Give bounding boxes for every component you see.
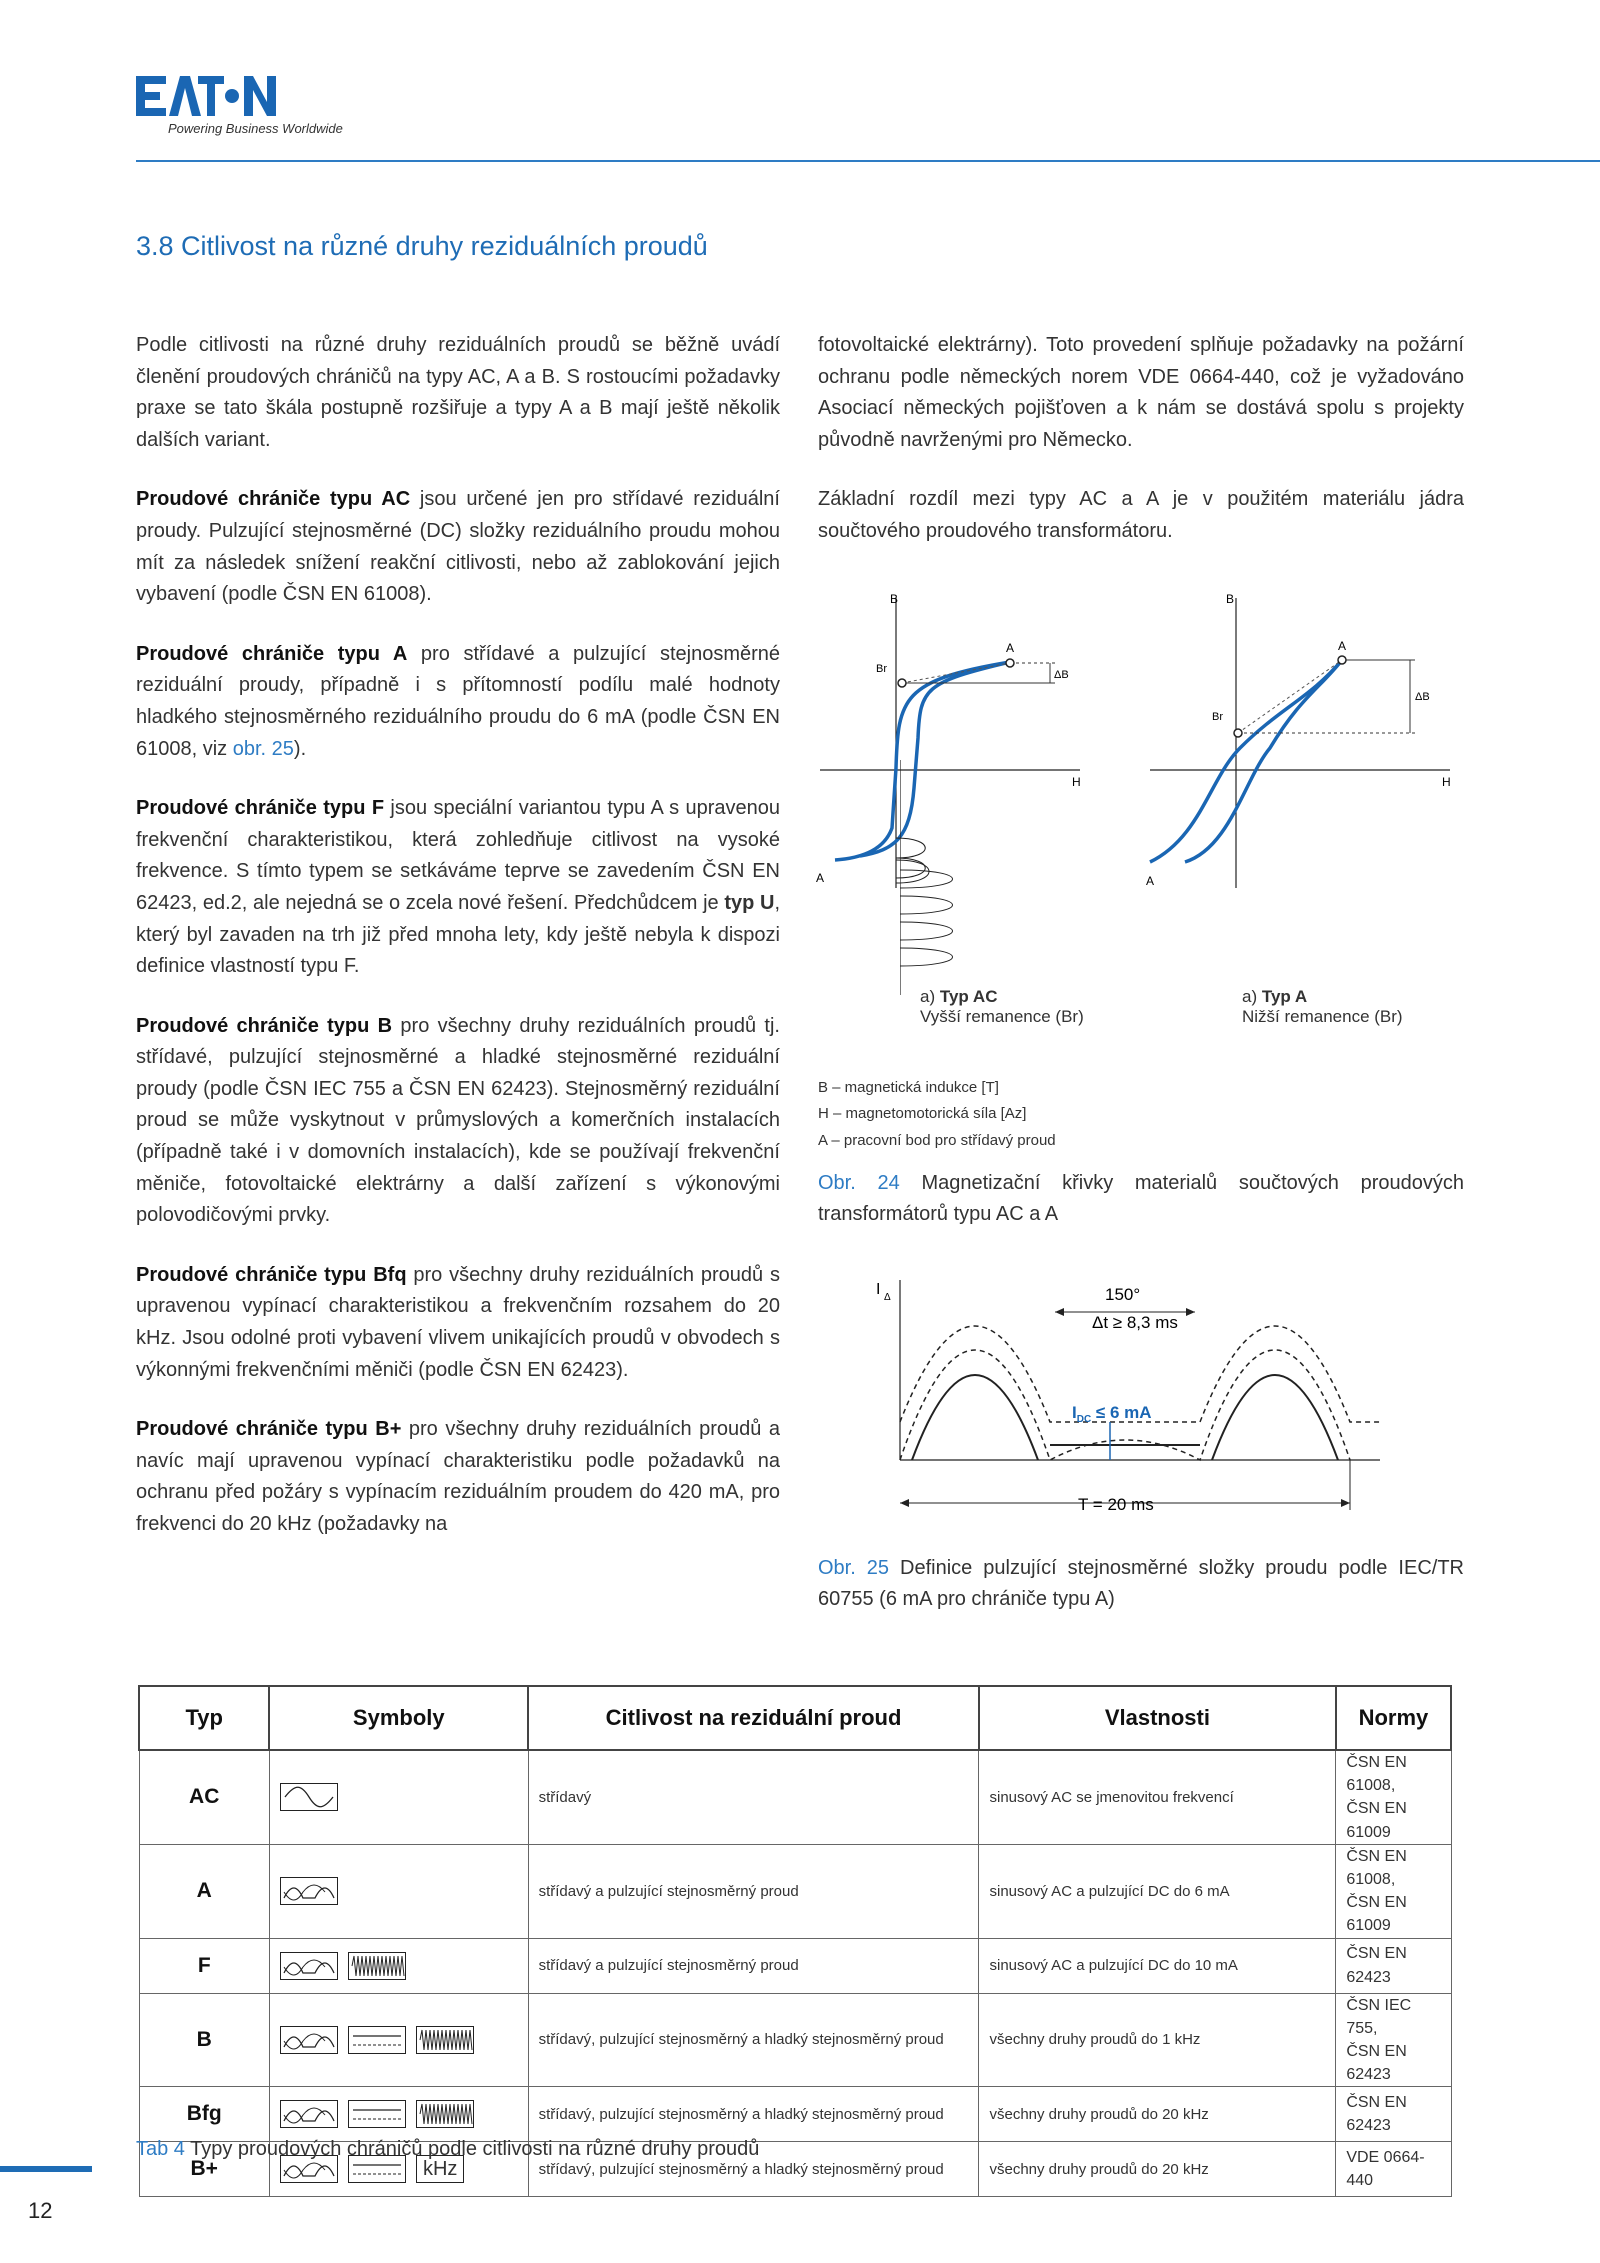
paragraph: Proudové chrániče typu B pro všechny druhy reziduálních proudů tj. střídavé, pulzující stejnosměrné a hladké stejnosměrné reziduální proudy (podle ČSN IEC 755 a ČSN EN 62423). Stejnosměrný reziduální proud se může vyskytnout v průmyslových a komerčních instalacích (případně také i v domovních instalacích), kde se používají frekvenční měniče, fotovoltaické elektrárny a další zařízení s výkonovými polovodičovými prvky. — [136, 1014, 780, 1227]
pulsating-dc-icon — [280, 1877, 338, 1905]
cell-symbols — [269, 1993, 528, 2087]
ac-sine-icon — [280, 1783, 338, 1811]
cell-type: B — [139, 1993, 269, 2087]
cell-symbols — [269, 1938, 528, 1993]
paragraph: Proudové chrániče typu Bfq pro všechny druhy reziduálních proudů s upravenou vypínací charakteristikou a frekvenčním rozsahem do 20 kHz. Jsou odolné proti vybavení vlivem unikajících proudů v obvodech s výkonnými frekvenčními měniči (podle ČSN EN 62423). — [136, 1263, 781, 1381]
high-frequency-icon — [348, 1952, 406, 1980]
paragraph-lead: Proudové chrániče typu A — [136, 642, 408, 665]
period-label: T = 20 ms — [1078, 1495, 1154, 1514]
tagline: Powering Business Worldwide — [168, 121, 343, 136]
hysteresis-chart-a — [1140, 588, 1460, 898]
cell-type: F — [139, 1938, 269, 1993]
col-header: Citlivost na reziduální proud — [528, 1686, 979, 1750]
br-label: Br — [876, 663, 887, 675]
cell-norms: VDE 0664-440 — [1336, 2142, 1451, 2197]
cell-norms: ČSN IEC 755, ČSN EN 62423 — [1336, 1993, 1451, 2087]
cell-properties: sinusový AC a pulzující DC do 10 mA — [979, 1938, 1336, 1993]
cell-sensitivity: střídavý, pulzující stejnosměrný a hladký stejnosměrný proud — [528, 2142, 979, 2197]
cell-sensitivity: střídavý a pulzující stejnosměrný proud — [528, 1844, 979, 1938]
paragraph-lead: Proudové chrániče typu B+ — [136, 1418, 402, 1441]
cell-type: Bfg — [139, 2087, 269, 2142]
right-paragraph: Základní rozdíl mezi typy AC a A je v použitém materiálu jádra součtového proudového transformátoru. — [818, 488, 1464, 542]
paragraph: Proudové chrániče typu A pro střídavé a pulzující stejnosměrné reziduální proudy, případně i s přítomností podílu malé hodnoty hladkého stejnosměrného reziduálního proudu do 6 mA (podle ČSN EN 61008, viz obr. 25). — [136, 642, 781, 760]
fig24a-caption: a) Typ AC Vyšší remanence (Br) — [920, 987, 1084, 1026]
cell-type: AC — [139, 1750, 269, 1844]
high-frequency-icon — [416, 2100, 474, 2128]
cell-symbols — [269, 1750, 528, 1844]
delta-b-label: ΔB — [1054, 669, 1069, 681]
col-header: Symboly — [269, 1686, 528, 1750]
axis-label-b: B — [890, 592, 899, 606]
y-axis-label: I — [876, 1281, 881, 1298]
cell-sensitivity: střídavý, pulzující stejnosměrný a hladký stejnosměrný proud — [528, 2087, 979, 2142]
pulsating-dc-icon — [280, 1952, 338, 1980]
smooth-dc-icon — [348, 2026, 406, 2054]
table-caption: Tab 4 Typy proudových chráničů podle citlivosti na různé druhy proudů — [136, 2138, 760, 2160]
table-row — [139, 1938, 1451, 1993]
paragraph-lead: Proudové chrániče typu B — [136, 1014, 393, 1037]
fig24b-caption: a) Typ A Nižší remanence (Br) — [1242, 987, 1403, 1026]
fig25-caption: Obr. 25 Definice pulzující stejnosměrné složky proudu podle IEC/TR 60755 (6 mA pro chrániče typu A) — [818, 1557, 1464, 1610]
table-row — [139, 1844, 1451, 1938]
cell-properties: všechny druhy proudů do 20 kHz — [979, 2087, 1336, 2142]
paragraph-lead: Proudové chrániče typu Bfq — [136, 1263, 407, 1286]
pulsating-dc-chart — [860, 1270, 1420, 1530]
angle-label: 150° — [1105, 1285, 1141, 1304]
paragraph-lead: Proudové chrániče typu F — [136, 797, 385, 820]
cell-norms: ČSN EN 62423 — [1336, 2087, 1451, 2142]
cell-properties: sinusový AC se jmenovitou frekvencí — [979, 1750, 1336, 1844]
paragraph: Podle citlivosti na různé druhy reziduálních proudů se běžně uvádí členění proudových chráničů na typy AC, A a B. S rostoucími požadavky praxe se tato škála postupně rozšiřuje a typy A a B mají ještě několik dalších variant. — [136, 334, 780, 451]
figure-reference[interactable]: obr. 25 — [232, 737, 294, 760]
cell-sensitivity: střídavý, pulzující stejnosměrný a hladký stejnosměrný proud — [528, 1993, 979, 2087]
high-frequency-icon — [416, 2026, 474, 2054]
smooth-dc-icon — [348, 2100, 406, 2128]
pulsating-dc-icon — [280, 2100, 338, 2128]
khz-symbol-icon: kHz — [416, 2155, 464, 2183]
cell-sensitivity: střídavý — [528, 1750, 979, 1844]
axis-label-h: H — [1072, 775, 1081, 789]
point-a-bottom-label: A — [1146, 874, 1155, 888]
bh-loop-ac — [900, 760, 1080, 1000]
br-label: Br — [1212, 711, 1223, 723]
cell-properties: sinusový AC a pulzující DC do 6 mA — [979, 1844, 1336, 1938]
section-title: 3.8 Citlivost na různé druhy reziduálních proudů — [136, 231, 708, 261]
paragraph-lead: Proudové chrániče typu AC — [136, 488, 411, 511]
right-column — [818, 330, 1464, 576]
cell-symbols — [269, 1844, 528, 1938]
col-header: Vlastnosti — [979, 1686, 1336, 1750]
cell-norms: ČSN EN 61008, ČSN EN 61009 — [1336, 1750, 1451, 1844]
fig24-legend: B – magnetická indukce [T] H – magnetomotorická síla [Az] A – pracovní bod pro střídavý proud — [818, 1079, 1056, 1149]
table-row — [139, 2087, 1451, 2142]
cell-type: A — [139, 1844, 269, 1938]
eaton-logo — [136, 74, 280, 123]
pulsating-dc-icon — [280, 2026, 338, 2054]
paragraph: Proudové chrániče typu F jsou speciální variantou typu A s upravenou frekvenční charakteristikou, která zohledňuje citlivost na vysoké frekvence. S tímto typem se setkáváme teprve se zavedením ČSN EN 62423, ed.2, ale nejedná se o zcela nové řešení. Předchůdcem je typ U, který byl zavaden na trh již před mnoha lety, kdy ještě nebyla k dispozi definice vlastností typu F. — [136, 797, 781, 978]
left-column — [136, 330, 780, 1569]
paragraph: Proudové chrániče typu B+ pro všechny druhy reziduálních proudů a navíc mají upravenou vypínací charakteristiku podle požadavků na ochranu před požáry s vypínacím reziduálním proudem do 420 mA, pro frekvenci do 20 kHz (požadavky na — [136, 1418, 781, 1535]
table-row — [139, 1750, 1451, 1844]
cell-properties: všechny druhy proudů do 20 kHz — [979, 2142, 1336, 2197]
page-bar — [0, 2166, 92, 2172]
axis-label-h: H — [1442, 775, 1451, 789]
page-number: 12 — [28, 2198, 53, 2223]
y-axis-sub: Δ — [884, 1292, 891, 1303]
cell-sensitivity: střídavý a pulzující stejnosměrný proud — [528, 1938, 979, 1993]
cell-type: B+ — [139, 2142, 269, 2197]
idc-label: $I_{DC} \le 6$ mA — [1072, 1403, 1152, 1425]
delta-t-label: Δt ≥ 8,3 ms — [1092, 1313, 1178, 1332]
point-a-bottom-label: A — [816, 871, 825, 885]
delta-b-label: ΔB — [1415, 691, 1430, 703]
fig24-caption: Obr. 24 Magnetizační křivky materialů součtových proudových transformátorů typu AC a A — [818, 1172, 1464, 1225]
point-a-label: A — [1006, 641, 1015, 655]
cell-norms: ČSN EN 62423 — [1336, 1938, 1451, 1993]
col-header: Typ — [139, 1686, 269, 1750]
rcd-types-table — [138, 1685, 1452, 2197]
paragraph: Proudové chrániče typu AC jsou určené jen pro střídavé reziduální proudy. Pulzující stejnosměrné (DC) složky reziduálního proudu mohou mít za následek snížení reakční citlivosti, nebo až zablokování jejich vybavení (podle ČSN EN 61008). — [136, 488, 780, 606]
axis-label-b: B — [1226, 592, 1235, 606]
right-paragraph: fotovoltaické elektrárny). Toto provedení splňuje požadavky na požární ochranu podle německých norem VDE 0664-440, což je vyžadováno Asociací německých pojišťoven a k nám se dostává spolu s projekty původně navrženými pro Německo. — [818, 334, 1464, 451]
col-header: Normy — [1336, 1686, 1451, 1750]
table-header-row — [139, 1686, 1451, 1750]
cell-symbols — [269, 2087, 528, 2142]
table-row — [139, 1993, 1451, 2087]
cell-norms: ČSN EN 61008, ČSN EN 61009 — [1336, 1844, 1451, 1938]
point-a-label: A — [1338, 639, 1347, 653]
header-rule — [136, 160, 1600, 162]
cell-properties: všechny druhy proudů do 1 kHz — [979, 1993, 1336, 2087]
